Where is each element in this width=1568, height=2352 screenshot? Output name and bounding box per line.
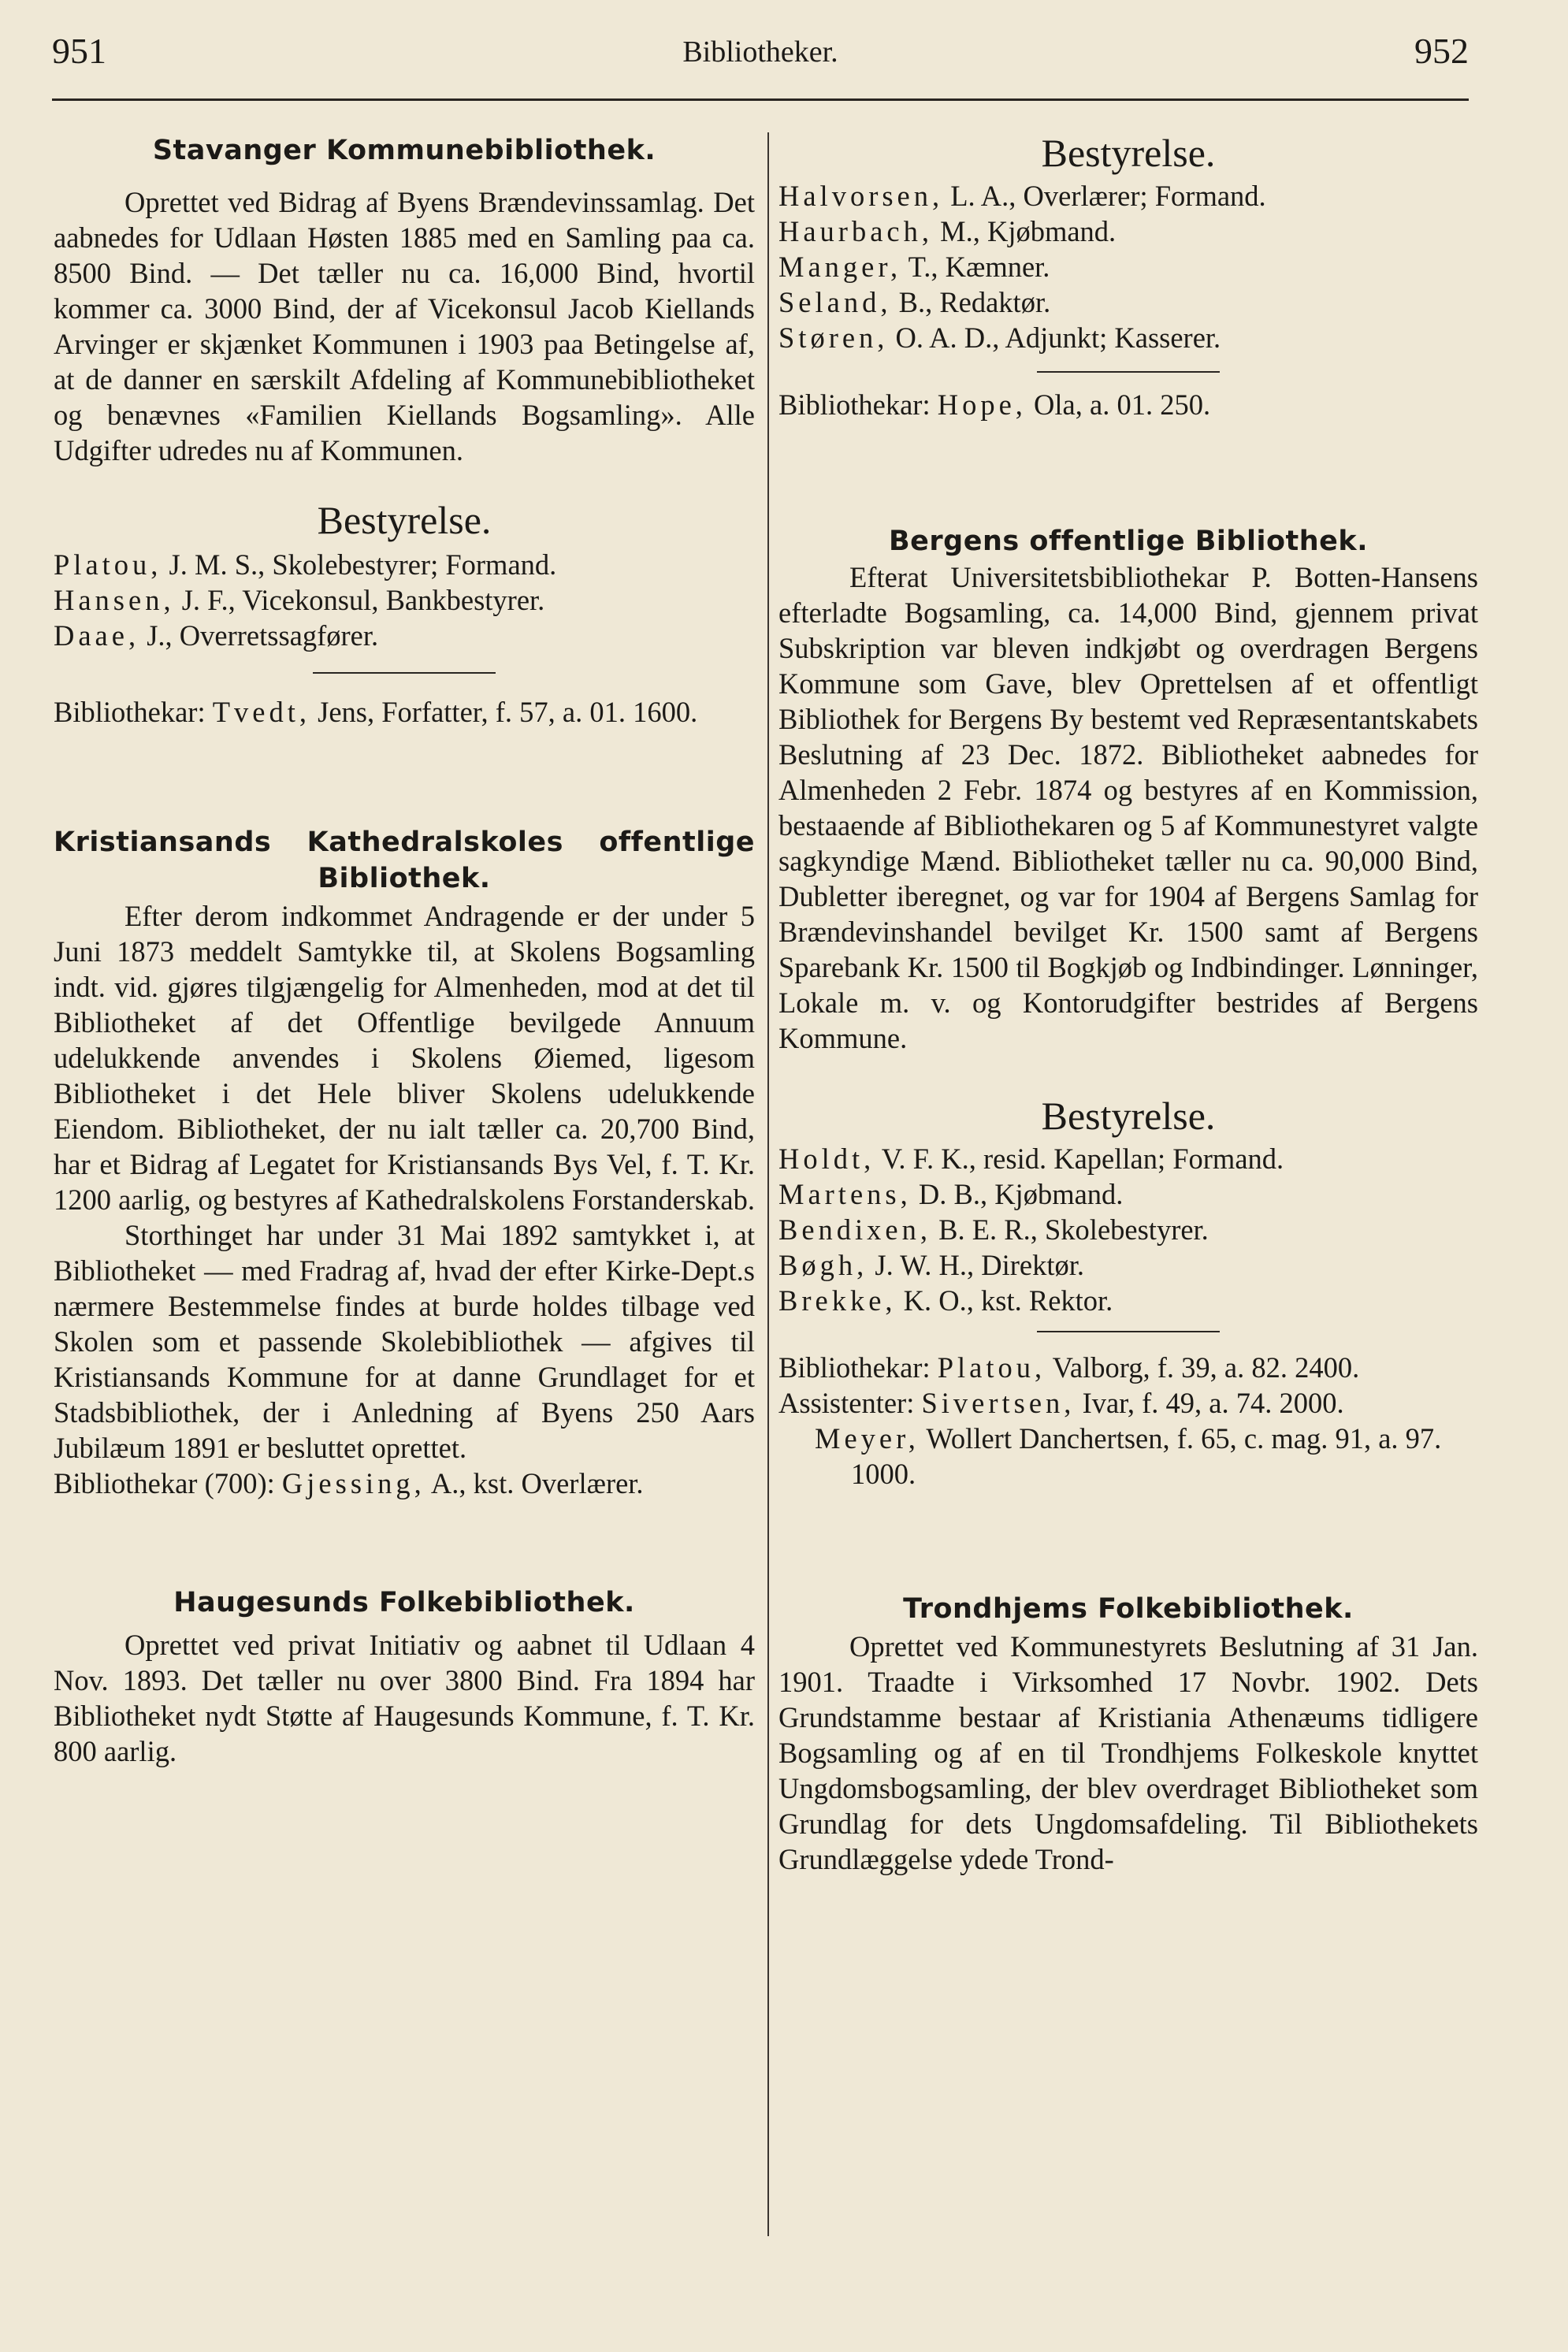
section-trondhjem [778,1591,1478,1877]
bestyrelse-list [54,547,755,653]
board-member [778,249,1478,284]
section-kristiansand [54,824,755,1501]
member-name: Martens, [778,1178,912,1210]
running-title: Bibliotheker. [682,35,838,69]
member-name: Bendixen, [778,1213,932,1246]
bibliothekar-label: Bibliothekar (700): [54,1467,275,1499]
member-details: V. F. K., resid. Kapellan; Formand. [875,1143,1284,1175]
member-details: K. O., kst. Rektor. [896,1284,1113,1317]
right-column [778,126,1478,1877]
separator-rule [1037,1331,1220,1332]
section-stavanger [54,132,755,730]
bibliothekar-name: Hope, [937,388,1027,421]
member-details: B., Redaktør. [891,286,1051,318]
bestyrelse-heading: Bestyrelse. [1041,131,1216,175]
separator-rule [313,672,496,674]
section-text: Oprettet ved Bidrag af Byens Brændevinssamlag. Det aabnedes for Udlaan Høsten 1885 med en Samling paa ca. 8500 Bind. — Det tæller nu ca. 16,000 Bind, hvortil kommer ca. 3000 Bind, der af Vicekonsul Jacob Kiellands Arvinger er skjænket Kommunen i 1903 paa Betingelse af, at de danner en særskilt Afdeling af Kommunebibliotheket og benævnes «Familien Kiellands Bogsamling». Alle Udgifter udredes nu af Kommunen. [54,186,755,466]
board-member [778,178,1478,214]
board-member [54,582,755,618]
bibliothekar-details: Jens, Forfatter, f. 57, a. 01. 1600. [310,696,698,728]
bibliothekar-entry [778,387,1478,422]
page-number-left: 951 [52,31,106,71]
section-text: Efterat Universitetsbibliothekar P. Botten-Hansens efterladte Bogsamling, ca. 14,000 Bind, gjennem privat Subskription var bleven indkjøbt og overdragen Bergens Kommune som Gave, blev Oprettelsen af et offentligt Bibliothek for Bergens By bestemt ved Repræsentantskabets Beslutning af 23 Dec. 1872. Bibliotheket aabnedes for Almenheden 2 Febr. 1874 og bestyres af en Kommission, bestaaende af Bibliothekaren og 5 af Kommunestyret valgte sagkyndige Mænd. Bibliotheket tæller nu ca. 90,000 Bind, Dubletter iberegnet, og var for 1904 af Bergens Samlag for Brændevinshandel bevilget Kr. 1500 samt af Bergens Sparebank Kr. 1500 til Bogkjøb og Indbindinger. Lønninger, Lokale m. v. og Kontorudgifter bestrides af Bergens Kommune. [778,561,1478,1054]
assistent-entry [778,1385,1478,1421]
board-member [54,547,755,582]
bibliothekar-label: Bibliothekar: [778,1351,931,1384]
section-title: Trondhjems Folkebibliothek. [903,1593,1354,1625]
assistent-name: Sivertsen, [921,1387,1076,1419]
section-stavanger-continued [778,128,1478,422]
column-divider [767,132,769,2236]
section-title: Bergens offentlige Bibliothek. [889,526,1368,557]
bibliothekar-name: Platou, [937,1351,1046,1384]
assistent-entry [778,1421,1478,1492]
board-member [778,1212,1478,1247]
bibliothekar-entry [54,694,755,730]
section-title: Haugesunds Folkebibliothek. [173,1587,635,1618]
member-details: J. M. S., Skolebestyrer; Formand. [162,548,557,581]
section-text: Oprettet ved Kommunestyrets Beslutning af 31 Jan. 1901. Traadte i Virksomhed 17 Novbr. 1902. Dets Grundstamme bestaar af Kristiania Athenæums tidligere Bogsamling og af en til Trondhjems Folkeskole knyttet Ungdomsbogsamling, der blev overdraget Bibliotheket som Grundlag for dets Ungdomsafdeling. Til Bibliothekets Grundlæggelse ydede Trond- [778,1630,1478,1875]
assistenter-label: Assistenter: [778,1387,915,1419]
board-member [778,1283,1478,1318]
bestyrelse-heading: Bestyrelse. [1041,1094,1216,1138]
board-member [778,320,1478,355]
board-member [778,214,1478,249]
section-text-2: Storthinget har under 31 Mai 1892 samtykket i, at Bibliotheket — med Fradrag af, hvad der efter Kirke-Dept.s nærmere Bestemmelse findes at burde holdes tilbage ved Skolen som et passende Skolebibliothek — afgives til Kristiansands Kommune for at danne Grundlaget for et Stadsbibliothek, der i Anledning af Byens 250 Aars Jubilæum 1891 er besluttet oprettet. [54,1219,755,1464]
member-details: L. A., Overlærer; Formand. [943,180,1266,212]
board-member [778,1176,1478,1212]
bestyrelse-heading: Bestyrelse. [317,498,492,542]
header-rule [52,98,1469,101]
board-member [778,1141,1478,1176]
assistent-details: Wollert Danchertsen, f. 65, c. mag. 91, a. 97. 1000. [851,1422,1442,1490]
member-name: Brekke, [778,1284,897,1317]
section-haugesund [54,1585,755,1769]
member-details: M., Kjøbmand. [933,215,1117,247]
running-head [52,30,1469,77]
member-name: Hansen, [54,584,175,616]
section-bergen [778,523,1478,1492]
assistent-details: Ivar, f. 49, a. 74. 2000. [1075,1387,1344,1419]
bestyrelse-list [778,178,1478,355]
member-details: B. E. R., Skolebestyrer. [931,1213,1209,1246]
member-name: Platou, [54,548,162,581]
bibliothekar-details: A., kst. Overlærer. [425,1467,644,1499]
bibliothekar-name: Gjessing, [281,1467,425,1499]
board-member [778,284,1478,320]
section-text: Oprettet ved privat Initiativ og aabnet til Udlaan 4 Nov. 1893. Det tæller nu over 3800 Bind. Fra 1894 har Bibliotheket nydt Støtte af Haugesunds Kommune, f. T. Kr. 800 aarlig. [54,1629,755,1767]
page-number-right: 952 [1414,31,1469,71]
bibliothekar-name: Tvedt, [212,696,310,728]
bibliothekar-details: Ola, a. 01. 250. [1026,388,1211,421]
bibliothekar-entry [778,1350,1478,1385]
bestyrelse-list [778,1141,1478,1318]
member-name: Bøgh, [778,1249,868,1281]
member-name: Støren, [778,321,889,354]
section-text: Efter derom indkommet Andragende er der under 5 Juni 1873 meddelt Samtykke til, at Skolens Bogsamling indt. vid. gjøres tilgjængelig for Almenheden, mod at det til Bibliotheket af det Offentlige bevilgede Annuum udelukkende anvendes i Skolens Øiemed, ligesom Bibliotheket i det Hele bliver Skolens udelukkende Eiendom. Bibliotheket, der nu ialt tæller ca. 20,700 Bind, har et Bidrag af Legatet for Kristiansands Bys Vel, f. T. Kr. 1200 aarlig, og bestyres af Kathedralskolens Forstanderskab. [54,900,755,1216]
member-details: J. F., Vicekonsul, Bankbestyrer. [174,584,545,616]
left-column [54,126,755,1769]
board-member [54,618,755,653]
bibliothekar-label: Bibliothekar: [54,696,206,728]
member-details: D. B., Kjøbmand. [911,1178,1124,1210]
separator-rule [1037,371,1220,373]
member-name: Halvorsen, [778,180,944,212]
member-name: Manger, [778,251,902,283]
member-name: Haurbach, [778,215,933,247]
bibliothekar-entry [54,1466,755,1501]
section-title: Kristiansands Kathedralskoles offentlige Bibliothek. [54,827,755,894]
bibliothekar-details: Valborg, f. 39, a. 82. 2400. [1046,1351,1360,1384]
assistent-name: Meyer, [815,1422,920,1455]
member-details: J. W. H., Direktør. [868,1249,1085,1281]
member-details: J., Overretssagfører. [139,619,379,652]
member-details: O. A. D., Adjunkt; Kasserer. [888,321,1221,354]
member-name: Seland, [778,286,892,318]
member-name: Holdt, [778,1143,875,1175]
board-member [778,1247,1478,1283]
section-title: Stavanger Kommunebibliothek. [152,135,656,166]
member-details: T., Kæmner. [901,251,1050,283]
member-name: Daae, [54,619,140,652]
bibliothekar-label: Bibliothekar: [778,388,931,421]
